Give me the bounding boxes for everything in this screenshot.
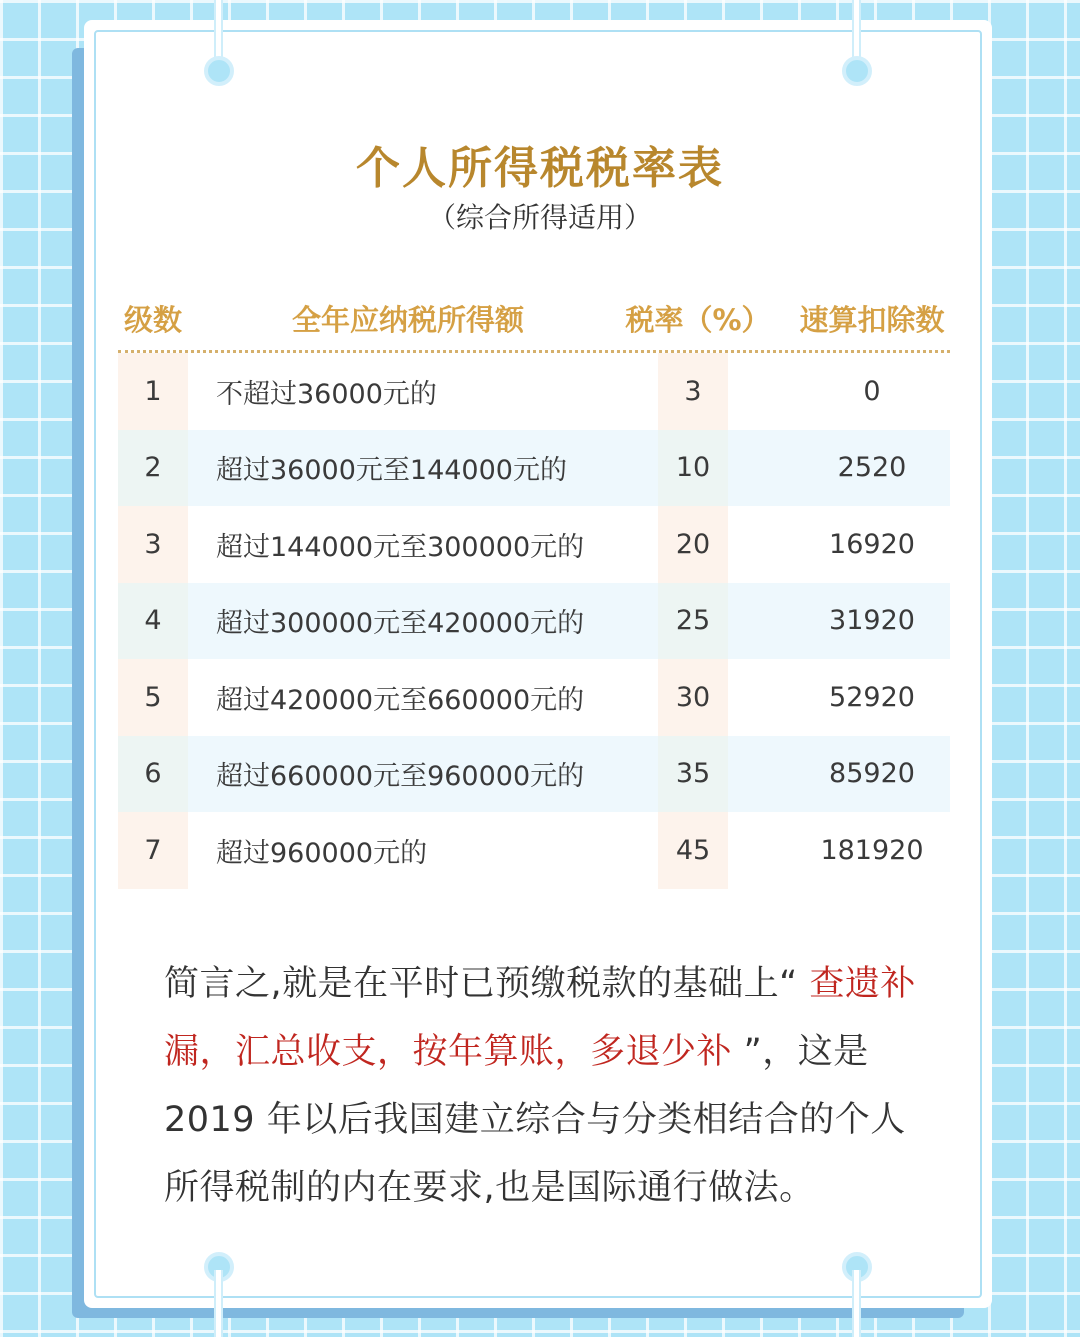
cell-rate: 3 (658, 353, 728, 430)
cell-level: 3 (118, 506, 188, 583)
cell-deduction: 2520 (837, 452, 907, 484)
summary-paragraph (164, 950, 924, 1222)
cell-range: 超过300000元至420000元的 (216, 608, 585, 640)
cell-deduction: 181920 (820, 834, 924, 866)
table-row (118, 506, 950, 583)
table-header (118, 290, 950, 353)
page-title: 个人所得税税率表 (356, 143, 724, 194)
page-subtitle: （综合所得适用） (427, 201, 652, 234)
cell-level: 2 (118, 430, 188, 507)
cell-range: 超过36000元至144000元的 (216, 455, 567, 487)
table-body (118, 353, 950, 889)
binder-hole-top-left (204, 56, 234, 86)
cell-level: 4 (118, 583, 188, 660)
table-row (118, 353, 950, 430)
paragraph-highlight: 查遗补漏，汇总收支，按年算账，多退少补 (164, 964, 916, 1072)
table-row (118, 812, 950, 889)
header-level: 级数 (123, 303, 182, 337)
cell-range: 超过660000元至960000元的 (216, 761, 585, 793)
table-row (118, 659, 950, 736)
cell-rate: 30 (658, 659, 728, 736)
binder-ring-bottom-right (852, 1270, 861, 1337)
cell-deduction: 31920 (829, 605, 915, 637)
tax-rate-table (118, 290, 950, 889)
table-row (118, 736, 950, 813)
cell-rate: 20 (658, 506, 728, 583)
cell-rate: 45 (658, 812, 728, 889)
cell-level: 7 (118, 812, 188, 889)
table-row (118, 583, 950, 660)
binder-ring-bottom-left (214, 1270, 223, 1337)
cell-rate: 10 (658, 430, 728, 507)
header-deduction: 速算扣除数 (799, 303, 945, 337)
cell-range: 超过960000元的 (216, 837, 428, 869)
cell-deduction: 85920 (829, 758, 915, 790)
cell-range: 超过420000元至660000元的 (216, 684, 585, 716)
cell-range: 不超过36000元的 (216, 378, 437, 410)
cell-deduction: 16920 (829, 528, 915, 560)
header-rate: 税率（%） (625, 303, 771, 337)
cell-level: 6 (118, 736, 188, 813)
cell-rate: 25 (658, 583, 728, 660)
header-range: 全年应纳税所得额 (291, 303, 524, 337)
cell-deduction: 0 (863, 375, 881, 407)
cell-level: 5 (118, 659, 188, 736)
cell-level: 1 (118, 353, 188, 430)
binder-hole-top-right (842, 56, 872, 86)
paragraph-part2: ”，这是2019 年以后我国建立综合与分类相结合的个人所得税制的内在要求,也是国际通行做法。 (164, 1032, 906, 1208)
cell-deduction: 52920 (829, 681, 915, 713)
cell-rate: 35 (658, 736, 728, 813)
paragraph-part1: 简言之,就是在平时已预缴税款的基础上“ (164, 964, 810, 1004)
cell-range: 超过144000元至300000元的 (216, 531, 585, 563)
table-row (118, 430, 950, 507)
